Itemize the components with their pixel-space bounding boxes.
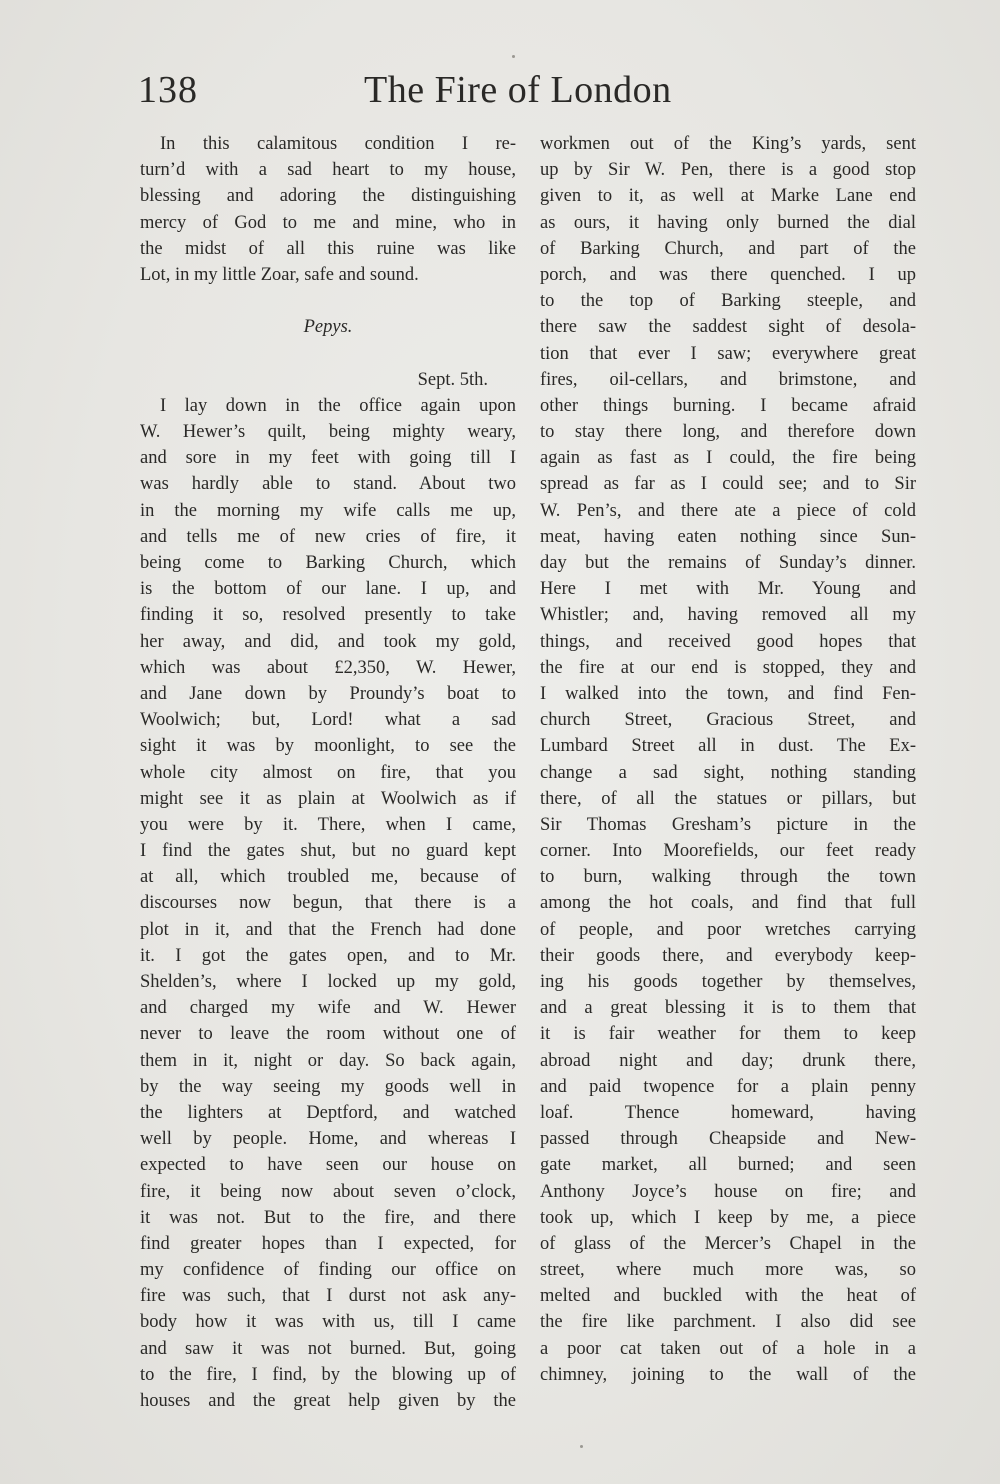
text-line — [140, 288, 516, 314]
text-line: by the way seeing my goods well in — [140, 1076, 516, 1097]
text-line: and sore in my feet with going till I — [140, 448, 516, 469]
text-line: there saw the saddest sight of desola- — [540, 317, 916, 338]
text-line: turn’d with a sad heart to my house, — [140, 160, 516, 181]
text-line: and Jane down by Proundy’s boat to — [140, 683, 516, 704]
text-line: other things burning. I became afraid — [540, 395, 916, 416]
text-line: never to leave the room without one of — [140, 1024, 516, 1045]
text-line — [140, 341, 516, 367]
text-line: corner. Into Moorefields, our feet ready — [540, 841, 916, 862]
text-line: to stay there long, and therefore down — [540, 422, 916, 443]
text-line: things, and received good hopes that — [540, 631, 916, 652]
page-header — [138, 62, 698, 112]
print-speck — [512, 55, 515, 58]
text-line: her away, and did, and took my gold, — [140, 631, 516, 652]
page-number: 138 — [138, 69, 198, 111]
left-text-column — [140, 131, 516, 1414]
text-line: there, of all the statues or pillars, but — [540, 788, 916, 809]
text-line: up by Sir W. Pen, there is a good stop — [540, 160, 916, 181]
text-line: of Barking Church, and part of the — [540, 238, 916, 259]
text-line: gate market, all burned; and seen — [540, 1155, 916, 1176]
text-line: melted and buckled with the heat of — [540, 1286, 916, 1307]
text-line: ing his goods together by themselves, — [540, 972, 916, 992]
text-line: and saw it was not burned. But, going — [140, 1338, 516, 1359]
text-line: whole city almost on fire, that you — [140, 762, 516, 783]
text-line: fires, oil-cellars, and brimstone, and — [540, 369, 916, 390]
text-line: and tells me of new cries of fire, it — [140, 526, 516, 547]
text-line: their goods there, and everybody keep- — [540, 945, 916, 966]
text-line: houses and the great help given by the — [140, 1391, 516, 1411]
text-line: among the hot coals, and find that full — [540, 893, 916, 914]
text-line: change a sad sight, nothing standing — [540, 762, 916, 783]
text-line: at all, which troubled me, because of — [140, 867, 516, 888]
text-line: I find the gates shut, but no guard kept — [140, 841, 516, 862]
text-line: Lot, in my little Zoar, safe and sound. — [140, 264, 419, 285]
text-line: W. Pen’s, and there ate a piece of cold — [540, 500, 916, 521]
text-line: Here I met with Mr. Young and — [540, 579, 916, 600]
text-line: I walked into the town, and find Fen- — [540, 683, 916, 704]
text-line: as ours, it having only burned the dial — [540, 212, 916, 233]
text-line: meat, having eaten nothing since Sun- — [540, 526, 916, 547]
text-line: took up, which I keep by me, a piece — [540, 1207, 916, 1228]
text-line: to the top of Barking steeple, and — [540, 291, 916, 312]
text-line: my confidence of finding our office on — [140, 1260, 516, 1281]
text-line: of people, and poor wretches carrying — [540, 919, 916, 940]
text-line: the fire at our end is stopped, they and — [540, 657, 916, 678]
text-line: street, where much more was, so — [540, 1260, 916, 1281]
text-line: to the fire, I find, by the blowing up of — [140, 1364, 516, 1385]
text-line: W. Hewer’s quilt, being mighty weary, — [140, 422, 516, 443]
text-line: passed through Cheapside and New- — [540, 1129, 916, 1150]
text-line: it was not. But to the fire, and there — [140, 1207, 516, 1228]
text-line: Sir Thomas Gresham’s picture in the — [540, 814, 916, 835]
text-line: Whistler; and, having removed all my — [540, 605, 916, 626]
text-line: fire, it being now about seven o’clock, — [140, 1181, 516, 1202]
text-line: to burn, walking through the town — [540, 867, 916, 888]
text-line: porch, and was there quenched. I up — [540, 264, 916, 285]
text-line: again as fast as I could, the fire being — [540, 448, 916, 469]
running-title: The Fire of London — [364, 69, 672, 111]
text-line: Lumbard Street all in dust. The Ex- — [540, 736, 916, 757]
text-line: which was about £2,350, W. Hewer, — [140, 657, 516, 678]
text-line: a poor cat taken out of a hole in a — [540, 1338, 916, 1359]
text-line: and paid twopence for a plain penny — [540, 1076, 916, 1097]
text-line: the midst of all this ruine was like — [140, 238, 516, 259]
text-line: well by people. Home, and whereas I — [140, 1129, 516, 1150]
text-line: tion that ever I saw; everywhere great — [540, 343, 916, 364]
text-line: Anthony Joyce’s house on fire; and — [540, 1181, 916, 1202]
text-line: I lay down in the office again upon — [160, 395, 516, 416]
text-line: find greater hopes than I expected, for — [140, 1233, 516, 1254]
text-line: it is fair weather for them to keep — [540, 1024, 916, 1045]
text-line: you were by it. There, when I came, — [140, 814, 516, 835]
text-line: fire was such, that I durst not ask any- — [140, 1286, 516, 1307]
text-line: loaf. Thence homeward, having — [540, 1102, 916, 1123]
text-line: church Street, Gracious Street, and — [540, 710, 916, 731]
text-line: finding it so, resolved presently to take — [140, 605, 516, 626]
text-line: Pepys. — [303, 317, 353, 338]
text-line: plot in it, and that the French had done — [140, 919, 516, 940]
text-line: Sept. 5th. — [417, 369, 488, 390]
text-line: blessing and adoring the distinguishing — [140, 186, 516, 207]
text-line: workmen out of the King’s yards, sent — [540, 134, 916, 154]
text-line: expected to have seen our house on — [140, 1155, 516, 1176]
text-line: chimney, joining to the wall of the — [540, 1364, 916, 1385]
text-line: discourses now begun, that there is a — [140, 893, 516, 914]
text-line: was hardly able to stand. About two — [140, 474, 516, 495]
print-speck — [580, 1445, 583, 1448]
right-text-column — [540, 131, 916, 1388]
text-line: the lighters at Deptford, and watched — [140, 1102, 516, 1123]
text-line: Shelden’s, where I locked up my gold, — [140, 972, 516, 992]
text-line: of glass of the Mercer’s Chapel in the — [540, 1233, 916, 1254]
text-line: being come to Barking Church, which — [140, 553, 516, 573]
text-line: the fire like parchment. I also did see — [540, 1312, 916, 1333]
text-line: In this calamitous condition I re- — [160, 134, 516, 154]
text-line: mercy of God to me and mine, who in — [140, 212, 516, 233]
text-line: and charged my wife and W. Hewer — [140, 998, 516, 1019]
text-line: Woolwich; but, Lord! what a sad — [140, 710, 516, 731]
text-line: spread as far as I could see; and to Sir — [540, 474, 916, 495]
text-line: day but the remains of Sunday’s dinner. — [540, 553, 916, 573]
text-line: given to it, as well at Marke Lane end — [540, 186, 916, 207]
text-line: abroad night and day; drunk there, — [540, 1050, 916, 1071]
text-line: and a great blessing it is to them that — [540, 998, 916, 1019]
text-line: might see it as plain at Woolwich as if — [140, 788, 516, 809]
text-line: them in it, night or day. So back again, — [140, 1050, 516, 1071]
text-line: is the bottom of our lane. I up, and — [140, 579, 516, 600]
text-line: in the morning my wife calls me up, — [140, 500, 516, 521]
text-line: sight it was by moonlight, to see the — [140, 736, 516, 757]
text-line: body how it was with us, till I came — [140, 1312, 516, 1333]
text-line: it. I got the gates open, and to Mr. — [140, 945, 516, 966]
